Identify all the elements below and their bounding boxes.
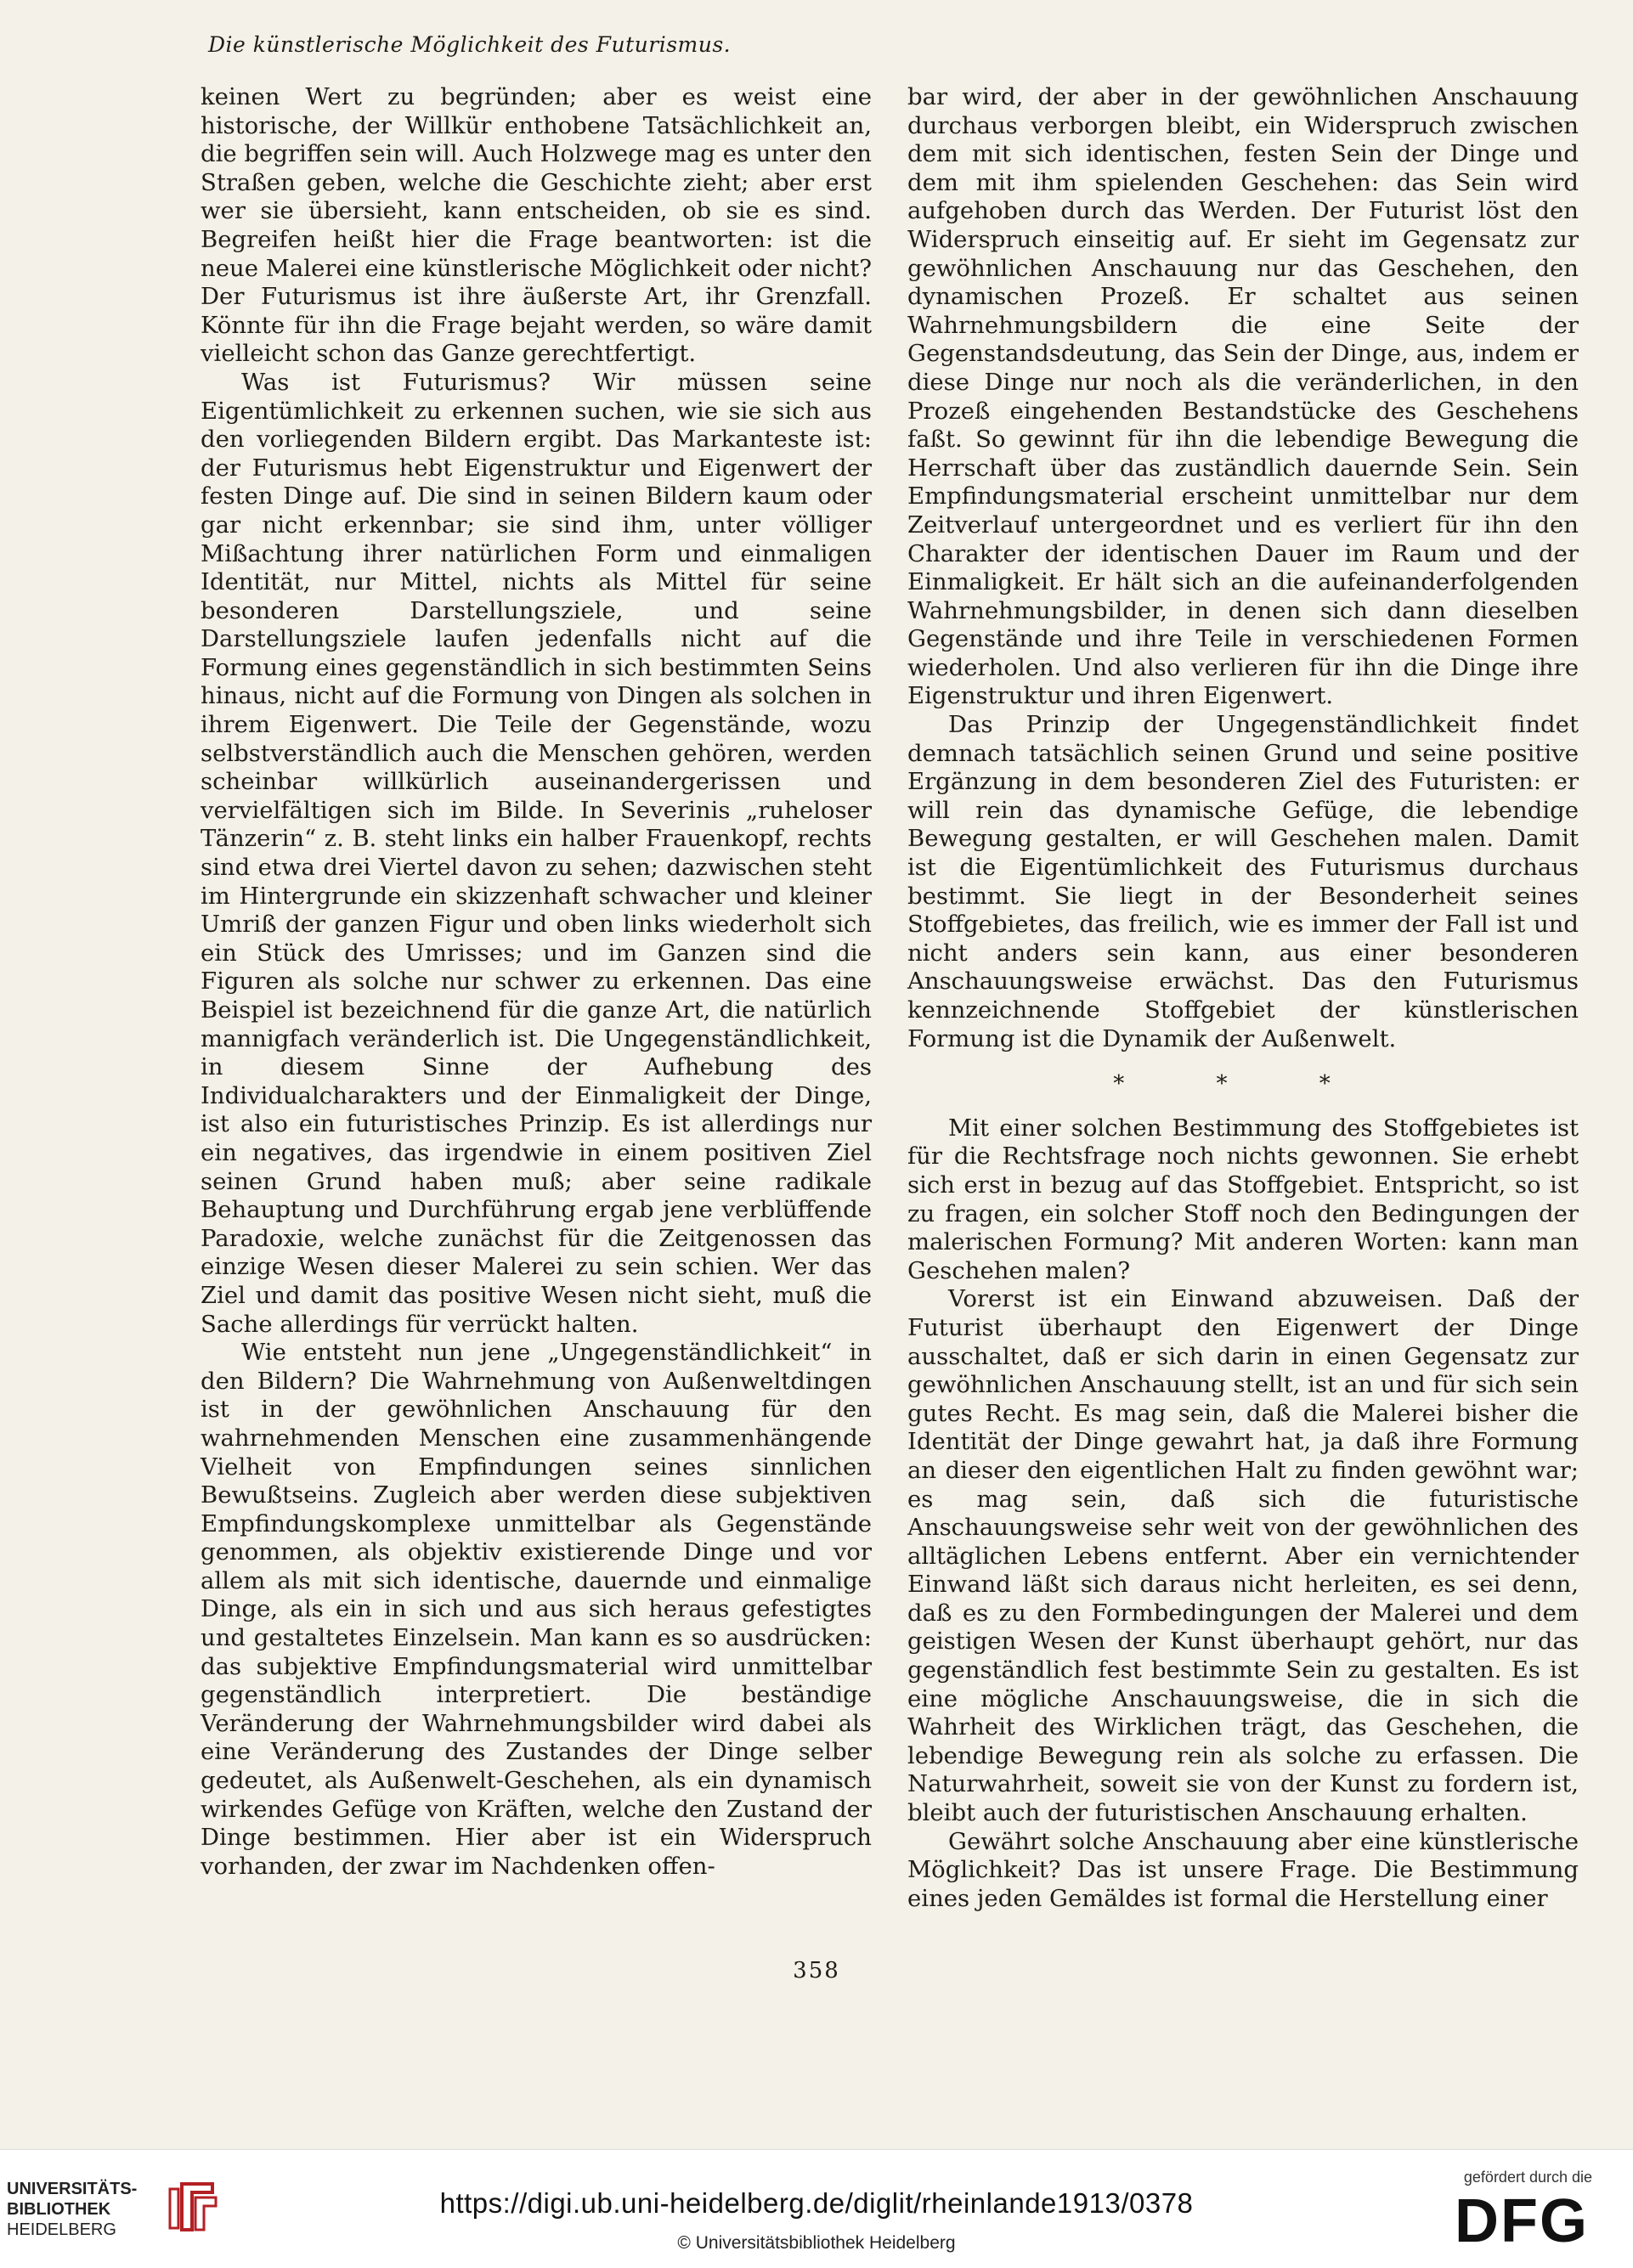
library-name-line: HEIDELBERG bbox=[7, 2220, 116, 2239]
permalink-url[interactable]: https://digi.ub.uni-heidelberg.de/diglit/rheinlande1913/0378 bbox=[439, 2187, 1194, 2219]
dfg-logo bbox=[1455, 2187, 1608, 2255]
paragraph: Was ist Futurismus? Wir müssen seine Eigentümlichkeit zu erkennen suchen, wie sie sich aus den vorliegenden Bildern ergibt. Das Markanteste ist: der Futurismus hebt Eigenstruktur und Eigenwert der festen Dinge auf. Die sind in seinen Bildern kaum oder gar nicht erkennbar; sie sind ihm, unter völliger Mißachtung ihrer natürlichen Form und einmaligen Identität, nur Mittel, nichts als Mittel für seine besonderen Darstellungsziele, und seine Darstellungsziele laufen jedenfalls nicht auf die Formung eines gegenständlich in sich bestimmten Seins hinaus, nicht auf die Formung von Dingen als solchen in ihrem Eigenwert. Die Teile der Gegenstände, wozu selbstverständlich auch die Menschen gehören, werden scheinbar willkürlich auseinandergerissen und vervielfältigen sich im Bilde. In Severinis „ruheloser Tänzerin“ z. B. steht links ein halber Frauenkopf, rechts sind etwa drei Viertel davon zu sehen; dazwischen steht im Hintergrunde ein skizzenhaft schwacher und kleiner Umriß der ganzen Figur und oben links wiederholt sich ein Stück des Umrisses; und im Ganzen sind die Figuren als solche nur schwer zu erkennen. Das eine Beispiel ist bezeichnend für die ganze Art, die natürlich mannigfach veränderlich ist. Die Ungegenständlichkeit, in diesem Sinne der Aufhebung des Individualcharakters und der Einmaligkeit der Dinge, ist also ein futuristisches Prinzip. Es ist allerdings nur ein negatives, das irgendwie in einem positiven Ziel seinen Grund haben muß; aber seine radikale Behauptung und Durchführung ergab jene verblüffende Paradoxie, welche zunächst für die Zeitgenossen das einzige Wesen dieser Malerei zu sein schien. Wer das Ziel und damit das positive Wesen nicht sieht, muß die Sache allerdings für verrückt halten. bbox=[201, 368, 872, 1338]
library-name-line: UNIVERSITÄTS- bbox=[7, 2180, 138, 2198]
funding-label: gefördert durch die bbox=[1463, 2169, 1592, 2186]
text-column-right bbox=[907, 83, 1579, 1913]
running-header: Die künstlerische Möglichkeit des Futurismus. bbox=[208, 32, 732, 57]
footer-bar bbox=[0, 2149, 1633, 2268]
paragraph: Gewährt solche Anschauung aber eine künstlerische Möglichkeit? Das ist unsere Frage. Die Bestimmung eines jeden Gemäldes ist formal die Herstellung einer bbox=[907, 1827, 1579, 1912]
library-name-line: BIBLIOTHEK bbox=[7, 2200, 111, 2219]
copyright-notice: © Universitätsbibliothek Heidelberg bbox=[677, 2233, 956, 2253]
paragraph: Das Prinzip der Ungegenständlichkeit findet demnach tatsächlich seinen Grund und seine positive Ergänzung in dem besonderen Ziel des Futuristen: er will rein das dynamische Gefüge, die lebendige Bewegung gestalten, er will Geschehen malen. Damit ist die Eigentümlichkeit des Futurismus durchaus bestimmt. Sie liegt in der Besonderheit seines Stoffgebietes, das freilich, wie es immer der Fall ist und nicht anders sein kann, aus einer besonderen Anschauungsweise erwächst. Das den Futurismus kennzeichnende Stoffgebiet der künstlerischen Formung ist die Dynamik der Außenwelt. bbox=[907, 711, 1579, 1052]
paragraph: Mit einer solchen Bestimmung des Stoffgebietes ist für die Rechtsfrage noch nichts gewonnen. Sie erhebt sich erst in bezug auf das Stoffgebiet. Entspricht, so ist zu fragen, ein solcher Stoff noch den Bedingungen der malerischen Formung? Mit anderen Worten: kann man Geschehen malen? bbox=[907, 1114, 1579, 1284]
section-divider: * * * bbox=[1113, 1071, 1373, 1097]
paragraph: Wie entsteht nun jene „Ungegenständlichkeit“ in den Bildern? Die Wahrnehmung von Außenweltdingen ist in der gewöhnlichen Anschauung für den wahrnehmenden Menschen eine zusammenhängende Vielheit von Empfindungen seines sinnlichen Bewußtseins. Zugleich aber werden diese subjektiven Empfindungskomplexe unmittelbar als Gegenstände genommen, als objektiv existierende Dinge und vor allem als mit sich identische, dauernde und einmalige Dinge, als ein in sich und aus sich heraus gefestigtes und gestaltetes Einzelsein. Man kann es so ausdrücken: das subjektive Empfindungsmaterial wird unmittelbar gegenständlich interpretiert. Die beständige Veränderung der Wahrnehmungsbilder wird dabei als eine Veränderung des Zustandes der Dinge selber gedeutet, als Außenwelt-Geschehen, als ein dynamisch wirkendes Gefüge von Kräften, welche den Zustand der Dinge bestimmen. Hier aber ist ein Widerspruch vorhanden, der zwar im Nachdenken offen- bbox=[201, 1339, 872, 1880]
paragraph: keinen Wert zu begründen; aber es weist eine historische, der Willkür enthobene Tatsächlichkeit an, die begriffen sein will. Auch Holzwege mag es unter den Straßen geben, welche die Geschichte zieht; aber erst wer sie übersieht, kann entscheiden, ob sie es sind. Begreifen heißt hier die Frage beantworten: ist die neue Malerei eine künstlerische Möglichkeit oder nicht? Der Futurismus ist ihre äußerste Art, ihr Grenzfall. Könnte für ihn die Frage bejaht werden, so wäre damit vielleicht schon das Ganze gerechtfertigt. bbox=[201, 83, 872, 368]
dfg-logo-text: DFG bbox=[1455, 2187, 1589, 2255]
paragraph: Vorerst ist ein Einwand abzuweisen. Daß der Futurist überhaupt den Eigenwert der Dinge ausschaltet, daß er sich darin in einen Gegensatz zur gewöhnlichen Anschauung stellt, ist an und für sich sein gutes Recht. Es mag sein, daß die Malerei bisher die Identität der Dinge gewahrt hat, ja daß ihre Formung an dieser den eigentlichen Halt zu finden gewöhnt war; es mag sein, daß sich die futuristische Anschauungsweise sehr weit von der gewöhnlichen des alltäglichen Lebens entfernt. Aber ein vernichtender Einwand läßt sich daraus nicht herleiten, es sei denn, daß es zu den Formbedingungen der Malerei und dem geistigen Wesen der Kunst überhaupt gehört, nur das gegenständlich fest bestimmte Sein zu gestalten. Es ist eine mögliche Anschauungsweise, die in sich die Wahrheit des Wirklichen trägt, das Geschehen, die lebendige Bewegung rein als solche zu erfassen. Die Naturwahrheit, soweit sie von der Kunst zu fordern ist, bleibt auch der futuristischen Anschauung erhalten. bbox=[907, 1285, 1579, 1827]
paragraph: bar wird, der aber in der gewöhnlichen Anschauung durchaus verborgen bleibt, ein Widerspruch zwischen dem mit sich identischen, festen Sein der Dinge und dem mit ihm spielenden Geschehen: das Sein wird aufgehoben durch das Werden. Der Futurist löst den Widerspruch einseitig auf. Er sieht im Gegensatz zur gewöhnlichen Anschauung nur das Geschehen, den dynamischen Prozeß. Er schaltet aus seinen Wahrnehmungsbildern die eine Seite der Gegenstandsdeutung, das Sein der Dinge, aus, indem er diese Dinge nur noch als die veränderlichen, in den Prozeß eingehenden Bestandstücke des Geschehens faßt. So gewinnt für ihn die lebendige Bewegung die Herrschaft über das zuständlich dauernde Sein. Sein Empfindungsmaterial erscheint unmittelbar nur dem Zeitverlauf untergeordnet und es verliert für ihn den Charakter der identischen Dauer im Raum und der Einmaligkeit. Er hält sich an die aufeinanderfolgenden Wahrnehmungsbilder, in denen sich dann dieselben Gegenstände und ihre Teile in verschiedenen Formen wiederholen. Und also verlieren für ihn die Dinge ihre Eigenstruktur und ihren Eigenwert. bbox=[907, 83, 1579, 710]
page-number: 358 bbox=[793, 1958, 840, 1983]
text-column-left bbox=[201, 83, 872, 1881]
